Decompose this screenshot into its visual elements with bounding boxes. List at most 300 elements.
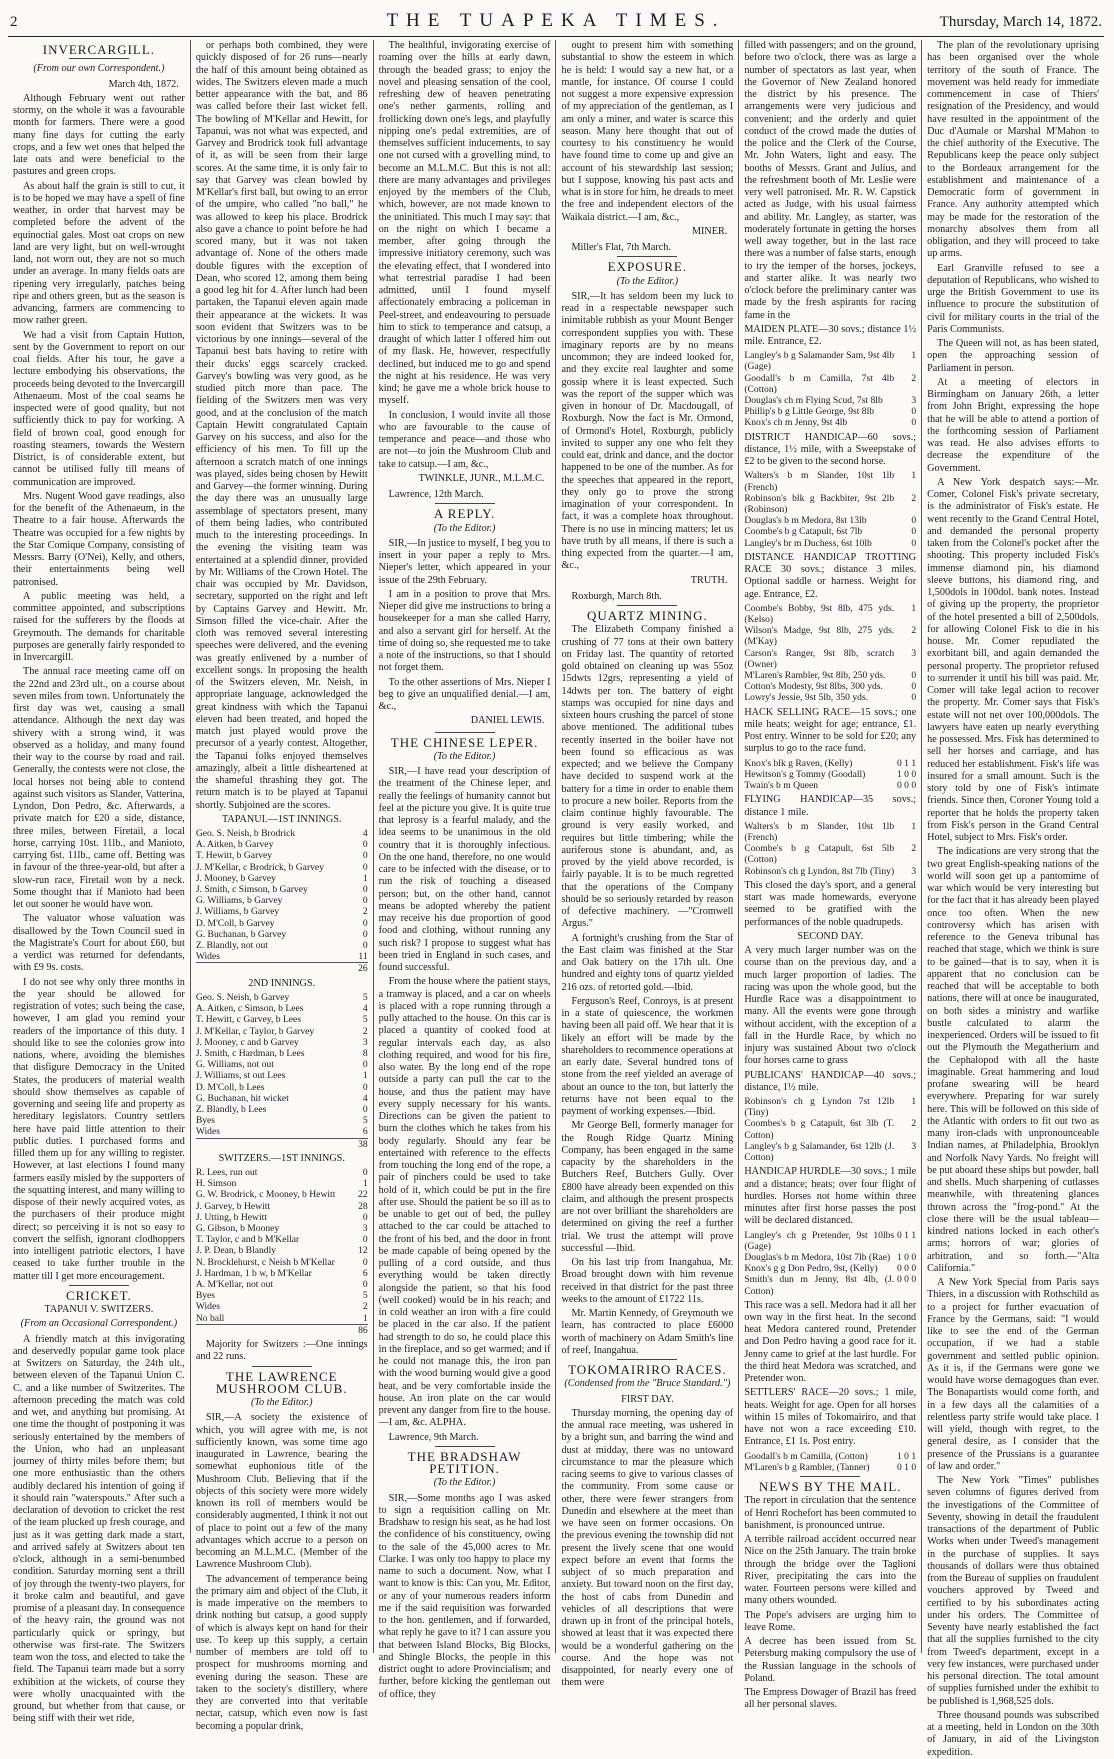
row-label: Twain's b m Queen [744,780,819,792]
total-value: 26 [346,963,368,975]
table-row [196,1037,368,1048]
signature: TRUTH. [690,574,728,586]
paragraph: A friendly match at this invigorating and deservedly popular game took place at Switzers on Saturday, the 24th ult., between eleven of the Tapanui Union C. C. and a like number of Switzerites. The afternoon preceding the match was cold and wet, and anything but promising. At one time the thought of postponing it was seriously entertained by the members of the Union, who had an unpleasant journey of thirty miles before them; but one more enthusiastic than the others audibly declared his intention of going if it should rain "waterspouts." After such a declaration of devotion to cricket the rest of the team plucked up fresh courage, and just as it was getting dark made a start, and arrived safely at Switzers about ten o'clock, although in a semi-benumbed condition. Saturday morning sent a thrill of joy through the twenty-two players, for it broke calm and beautiful, and gave promise of a pleasant day. In consequence of the heavy rain, the ground was not particularly quick or springy, but otherwise was first-rate. The Switzers team won the toss, and elected to take the field. The Tapanui team made but a sorry exhibition at the wickets, of course they were wholly unacquainted with the ground, but whether from that cause, or being stiff with their wet ride, [13,1333,185,1725]
row-value: 1 [362,1070,368,1082]
row-value: 6 [362,1126,368,1138]
dateline: March 4th, 1872. [108,78,179,90]
table-row [196,873,368,884]
row-value: 2 [911,492,917,504]
row-label: Langley's br m Duchess, 6st 10lb [744,537,872,549]
row-value: 22 [358,1189,368,1201]
total-spacer [196,1138,346,1150]
table-row [744,758,916,769]
row-label: Byes [195,1290,216,1302]
table-row [196,918,368,929]
row-value: 0 [911,681,917,693]
row-value: 4 [362,1092,368,1104]
section-subheading: FIRST DAY. [621,1393,674,1405]
table-row [744,526,916,537]
table-row [196,1167,368,1178]
article-heading-bradshaw: THE BRADSHAW PETITION. [407,1448,522,1476]
row-label: J. M'Kellar, c Brodrick, b Garvey [195,861,324,873]
paragraph: A fortnight's crushing from the Star of the East claim was finished at the Star and Oak battery on the 17th ult. One hundred and eighty tons of quartz yielded 216 ozs. of retorted gold.—Ibid. [561,932,734,993]
row-label: G. Gibson, b Mooney [195,1223,280,1234]
race-title: SETTLERS' RACE—20 sovs.; 1 mile, heats. Weight for age. Open for all horses within 15 miles of Tokomairiro, and that have not won a race exceeding £10. Entrance, £1 1s. Post entry. [744,1387,917,1448]
table-row [196,1003,368,1014]
row-value: 1 [911,350,917,362]
divider [69,1285,129,1286]
table-row [196,839,368,850]
row-label: D. M'Coll, b Garvey [195,917,275,929]
total-value: 38 [346,1138,368,1150]
row-label: J. P. Dean, b Blandly [195,1245,277,1257]
table-row [744,515,916,526]
total-spacer [196,1324,346,1336]
paragraph: A very much larger number was on the course than on the previous day, and a much larger proportion of ladies. The racing was upon the whole good, but the Hurdle Race was a disappointment to many. All the events were gone through without accident, with the exception of a fall in the Hurdle Race, by which no injury was sustained About two o'clock four horses came to grass [744,945,917,1067]
paragraph: The report in circulation that the sentence of Henri Rochefort has been commuted to banishment, is pronounced untrue. [744,1495,917,1531]
table-row [196,940,368,951]
table-row [744,470,916,492]
table-row [744,1451,916,1462]
paragraph: To the other assertions of Mrs. Nieper I beg to give an unqualified denial.—I am, &c., [378,676,551,712]
row-value: 0 [362,839,368,851]
row-label: N. Brocklehurst, c Neish b M'Kellar [195,1256,335,1268]
table-row [744,406,916,417]
row-value: 0 [911,406,917,418]
scorecard [196,1167,368,1336]
table-row [744,670,916,681]
row-value: 1 0 0 [896,1251,917,1263]
score-heading: TAPANUI.—1ST INNINGS. [222,813,342,825]
paragraph: Three thousand pounds was subscribed at a meeting, held in London on the 30th of January, in aid of the Livingston expedition. [927,1709,1099,1758]
race-results [744,821,916,877]
table-row [196,1115,368,1126]
table-row [196,1070,368,1081]
row-value: 0 1 1 [896,757,917,769]
row-value: 0 [362,1166,368,1178]
race-title: MAIDEN PLATE—30 sovs.; distance 1½ mile. Entrance, £2. [744,323,917,347]
row-value: 0 [911,537,917,549]
divider [435,732,495,733]
place-date: Lawrence, 9th March. [388,1431,479,1443]
row-label: Langley's b g Salamander Sam, 9st 4lb (Gage) [744,350,895,373]
row-label: Douglas's b m Medora, 8st 13lb [744,515,867,527]
article-heading-exposure: EXPOSURE. [607,259,688,275]
row-label: Robinson's blk g Backbiter, 9st 2lb (Robinson) [744,492,895,516]
row-value: 0 [362,1081,368,1093]
row-value: 5 [362,1115,368,1127]
paragraph: The Empress Dowager of Brazil has freed all her personal slaves. [744,1687,917,1711]
article-source: (From an Occasional Correspondent.) [20,1318,178,1330]
row-label: Coombes's b g Catapult, 6st 3lb (T. Cotton) [744,1118,895,1141]
row-value: 0 0 0 [896,1274,917,1286]
article-heading-invercargill: INVERCARGILL. [42,42,156,57]
paragraph: Majority for Switzers :—One innings and 22 runs. [195,1339,368,1363]
row-value: 3 [911,865,917,877]
table-row [196,1093,368,1104]
race-results [744,1096,916,1163]
table-row [744,395,916,406]
paragraph: SIR,—I have read your description of the treatment of the Chinese leper, and really the feelings of humanity cannot but feel at the picture you give. It is quite true that leprosy is a fearful malady, and the idea seems to be unanimous in the old country that it is thoroughly infectious. On the one hand, therefore, no one would care to be infected with the disease, or to run the risk of touching a diseased person; but, on the other hand, cannot means be adopted whereby the patient may receive his due proportion of good food and clothing, without running any such risk? I propose to suggest what has been tried in England in such cases, and found successful. [378,766,551,973]
article-subheading: TAPANUI V. SWITZERS. [44,1304,154,1315]
row-label: G. W. Brodrick, c Mooney, b Hewitt [195,1189,336,1201]
table-row [196,1082,368,1093]
row-label: Knox's ch m Jenny, 9st 4lb [744,417,848,429]
table-row [744,843,916,865]
row-label: Coombe's Bobby, 9st 8lb, 475 yds. (Kelso) [744,602,895,626]
paragraph: ought to present him with something substantial to show the esteem in which he is held: I would say a new hat, or a mantle, for instance. Of course I could not suggest a more expensive expression of my appreciation of the gentleman, as I am only a miner, and water is scarce this season. Many here thought that out of courtesy to his constituency he would have found time to come up and give an account of his stewardship last session; but I suppose, knowing his past acts and what is in store for him, he dreads to meet the free and independent electors of the Waikaia district.—I am, &c., [561,40,734,223]
row-label: Cotton's Modesty, 9st 8lbs, 300 yds. [744,681,883,693]
paragraph: Ferguson's Reef, Conroys, is at present in a state of quiescence, the workmen having been all paid off. We hear that it is likely an effort will be made by the shareholders to recommence operations at an early date. Several hundred tons of stone from the reef yielded an average of about an ounce to the ton, but latterly the returns have not been equal to the payment of working expenses.—Ibid. [561,995,734,1117]
paragraph: filled with passengers; and on the ground, before two o'clock, there was as large a number of spectators as last year, when the Governor of New Zealand honored the district by his presence. The arrangements were very judicious and convenient; and the orderly and quiet conduct of the crowd made the duties of the police and the Clerk of the Course, Mr. John Waters, light and easy. The booths of Messrs. Grant and Julius, and the refreshment booth of Mr. Leslie were very well patronised. Mr. R. W. Capstick acted as Judge, with his usual fairness and ability. Mr. Langley, as starter, was moderately fortunate in getting the horses well away together, but in the last race there was a number of false starts, enough to try the temper of the horses, jockeys, and starter alike. It was nearly two o'clock before the preliminary canter was made by the fresh aspirants for racing fame in the [744,40,917,321]
row-label: Coombe's b g Catapult, 6st 7lb [744,526,863,538]
table-row [196,1059,368,1070]
row-label: Douglas's b m Medora, 10st 7lb (Rae) [744,1251,891,1263]
row-label: J. Smith, c Hardman, b Lees [195,1047,305,1059]
table-row [744,1263,916,1274]
race-results [744,470,916,548]
row-label: A. Aitken, c Simson, b Lees [195,1003,304,1015]
table-row [196,895,368,906]
table-row [196,1223,368,1234]
row-label: Lowry's Jessie, 9st 5lb, 350 yds. [744,692,869,704]
paragraph: The annual race meeting came off on the 22nd and 23rd ult., on a course about seven miles from town. Unfortunately the first day was wet, causing a small attendance. Although the next day was shivery with a strong wind, it was observed as a holiday, and many found their way to the course by road and rail. Generally, the contests were not close, the local horses not being able to contend against such visitors as Slander, Vatterina, Lyndon, Don Pedro, &c. Afterwards, a private match for £20 a side, distance, three miles, between Firetail, a local horse, carrying 10st. 11lb., and Manioto, carrying 6st. 11lb., came off. Betting was in favour of the three-year-old, but after a slow-run race, Firetail won by a neck. Some thought that if Manioto had been let out sooner he would have won. [13,666,185,910]
table-row [744,648,916,670]
place-date: Roxburgh, March 8th. [571,590,662,602]
article-source: (To the Editor.) [433,750,496,762]
masthead [8,6,1104,37]
paragraph: SIR,—In justice to myself, I beg you to insert in your paper a reply to Mrs. Nieper's letter, which appeared in your issue of the 29th February. [378,537,551,586]
row-value: 2 [911,843,917,855]
column-5 [739,40,922,1711]
place-date: Lawrence, 12th March. [388,489,484,500]
paragraph: The advancement of temperance being the primary aim and object of the Club, it is made imperative on the members to drink nothing but catsup, a good supply of which is always kept on hand for their use. To keep up this supply, a certain number of members are told off to prospect for mushrooms morning and evening during the season. These are taken to the society's distillery, where they are converted into that veritable nectar, catsup, which even now is fast becoming a popular drink, [195,1573,368,1732]
row-value: 1 [911,820,917,832]
paragraph: This race was a sell. Medora had it all her own way in the first heat. In the second heat Medora cantered round, Pretender and Don Pedro having a good race for it. Jenny came to grief at the last hurdle. For the third heat Medora was scratched, and Pretender won. [744,1299,917,1385]
table-row [196,1268,368,1279]
paragraph: We had a visit from Captain Hutton, sent by the Government to report on our coal fields. After his tour, he gave a lecture embodying his observations, the proceeds being devoted to the Invercargill Athenaeum. Most of the coal seams he inspected were of good quality, but not sufficiently thick to pay for working. A field of brown coal, good enough for roasting steamers, towards the Western District, is of considerable extent, but cannot be utilised fully till means of communication are improved. [13,329,185,488]
paragraph: This closed the day's sport, and a general start was made homewards, everyone seemed to be gratified with the performances of the noble quadrupeds. [744,879,917,928]
table-row [196,1313,368,1325]
row-value: 2 [911,372,917,384]
row-label: Wides [195,1301,220,1313]
table-row [196,1257,368,1268]
paragraph: The New York "Times" publishes seven columns of figures derived from the investigations of the Committee of Seventy, showing in detail the fraudulent transactions of the department of Public Works when under Tweed's management in the purchase of supplies. It says thousands of dollars were thus obtained from the Bureau of supplies on fraudulent vouchers approved by Tweed and certified to by his subordinates acting under his orders. The Committee of Seventy have nearly established the fact that all the supplies furnished to the city from Tweed's department, except in a very few instances, were purchased under his personal direction. The total amount of supplies furnished under the exhibit to be published is 1,968,525 dols. [927,1475,1099,1707]
row-label: G. Williams, b Garvey [195,895,283,907]
row-value: 2 [362,1301,368,1313]
table-row [744,821,916,843]
divider [435,503,495,504]
columns [8,40,1104,1758]
table-row [744,493,916,515]
article-source: (To the Editor.) [250,1397,313,1409]
table-row [744,350,916,372]
row-value: 2 [911,625,917,637]
row-value: 2 [911,1118,917,1130]
row-value: 0 [362,1279,368,1291]
paragraph: Earl Granville refused to see a deputation of Republicans, who wished to urge the British Government to use its influence to procure the substitution of civil for military courts in the trial of the Paris Communists. [927,262,1099,335]
row-label: Smith's dun m Jenny, 8st 4lb, (J. Cotton) [744,1274,895,1297]
table-row [196,884,368,895]
row-label: J. Garvey, b Hewitt [195,1200,271,1212]
row-value: 1 [911,602,917,614]
row-label: No ball [195,1312,225,1324]
row-label: Robinson's ch g Lyndon, 8st 7lb (Tiny) [744,865,895,877]
column-6 [922,40,1104,1758]
table-row [196,1189,368,1200]
row-value: 0 [362,1059,368,1071]
row-label: T. Hewitt, c Garvey, b Lees [195,1014,302,1026]
divider [617,256,677,257]
paragraph: A terrible railroad accident occurred near Nice on the 25th January. The train broke through the bridge over the Taglioni River, precipitating the cars into the water. Fourteen persons were killed and many others wounded. [744,1534,917,1607]
row-label: J. Smith, c Simson, b Garvey [195,884,308,896]
table-row [196,1104,368,1115]
row-label: T. Hewitt, b Garvey [195,850,273,862]
article-heading-reply: A REPLY. [433,506,496,522]
paragraph: A decree has been issued from St. Petersburg making compulsory the use of the Russian language in the schools of Poland. [744,1636,917,1684]
table-row [744,373,916,395]
signature: DANIEL LEWIS. [470,715,545,727]
table-row [744,603,916,625]
table-row [196,850,368,861]
article-heading-news-by-mail: NEWS BY THE MAIL. [758,1479,902,1495]
race-results [744,350,916,428]
row-value: 0 [362,861,368,873]
paragraph: From the house where the patient stays, a tramway is placed, and a car on wheels is placed with a rope running through a pully attached to the house. On this car is placed a quantity of cooked food at regular intervals each day, as also clothing required, and wood for his fire, also water. By the long end of the rope outside a party can pull the car to the house, and thus the patient may have every supply necessary for his wants. Directions can be given the patient to burn the clothes which he takes from his body regularly. Should any fear be entertained with reference to the effects from touching the long end of the rope, a pair of pinchers could be used to take hold of it, which could be put in the fire after use. Should the patient be so ill as to be unable to get out of bed, the pulley attached to the car could be attached to the front of his bed, and the door in front be made capable of being opened by the pulling of a cord outside, and thus everything would be taken directly alongside the patient, so that his food (well cooked) would be in his reach; and in cold weather an iron with a fire could be placed in the car also. If the patient had strength to do so, he could place this in the fireplace, and so get warmed; and if he could not manage this, the iron pan with the wood burning would give a good heat, and be very comfortable inside the house. An iron plate on the car would prevent any danger from fire to the house. —I am, &c. ALPHA. [378,976,551,1429]
row-label: Robinson's ch g Lyndon 7st 12lb (Tiny) [744,1096,895,1119]
row-value: 0 [362,1211,368,1223]
row-label: Geo. S. Neish, b Brodrick [195,828,296,839]
race-results [744,758,916,792]
column-1 [8,40,191,1725]
row-label: M'Laren's Rambler, 9st 8lb, 250 yds. [744,670,886,682]
article-heading-tokomairiro-races: TOKOMAIRIRO RACES. [568,1362,727,1377]
table-row [744,1118,916,1140]
row-label: Walters's b m Slander, 10st 1lb (French) [744,470,895,493]
row-value: 1 [911,1096,917,1108]
race-title: PUBLICANS' HANDICAP—40 sovs.; distance, 1½ mile. [744,1069,917,1093]
row-value: 1 [362,1178,368,1190]
row-value: 2 [362,1025,368,1037]
total-row [196,963,368,975]
row-value: 1 [362,872,368,884]
paragraph: Mr George Bell, formerly manager for the Rough Ridge Quartz Mining Company, has been engaged in the same capacity by the shareholders in the Butchers Reef, Butchers Gully. Over £800 have already been expended on this claim, and although the present prospects are not over brilliant the shareholders are determined on giving the reef a further trial. We trust the attempt will prove successful —Ibid. [561,1120,734,1254]
section-subheading: SECOND DAY. [797,930,864,942]
row-label: A. M'Kellar, not out [195,1279,274,1291]
row-label: Byes [195,1115,216,1127]
row-label: J. Williams, st out Lees [195,1070,286,1082]
total-value: 86 [346,1324,368,1336]
divider [435,1446,495,1447]
row-label: G. Buchanan, hit wicket [195,1092,289,1104]
race-title: DISTRICT HANDICAP—60 sovs.; distance, 1½ mile, with a Sweepstake of £2 to be given to the second horse. [744,431,917,468]
row-label: G. Buchanan, b Garvey [195,928,287,940]
paragraph: A New York Special from Paris says Thiers, in a discussion with Rothschild as to a project for further evacuation of France by the Germans, said: "I would like to see the end of the German occupation, if we had a stable government and settled public opinion. As it is, if the Germans were gone we would have worse demagogues than ever. The Bonapartists would come forth, and in a few days all the calamities of a relentless party strife would take place. I will yield, though with regret, to the general desire, as I consider that the presence of the Prussians is a guarantee of law and order." [927,1277,1099,1472]
row-label: J. Mooney, c and b Garvey [195,1036,299,1048]
table-row [196,1212,368,1223]
newspaper-title: THE TUAPEKA TIMES. [386,10,726,31]
place-date: Miller's Flat, 7th March. [571,242,671,253]
row-value: 1 [911,470,917,482]
row-value: 12 [358,1245,368,1257]
row-label: Wilson's Madge, 9st 8lb, 275 yds. (M'Kay) [744,625,895,648]
row-value: 5 [362,1290,368,1302]
row-label: Goodall's b m Camilla, (Cotton) [744,1450,868,1462]
row-value: 3 [362,1036,368,1048]
table-row [744,1252,916,1263]
row-value: 11 [358,951,368,963]
article-source: (Condensed from the "Bruce Standard.") [564,1378,731,1390]
paragraph: Mr. Martin Kennedy, of Greymouth we learn, has contracted to place £6000 worth of machinery on Adam Smith's line of reef, Inangahua. [561,1308,734,1356]
row-value: 0 [911,417,917,429]
row-value: 0 [911,515,917,527]
row-value: 0 [362,884,368,896]
row-label: J. Mooney, b Garvey [195,872,276,884]
race-results [744,1451,916,1473]
row-label: M'Laren's b g Rambler, (Tanner) [744,1461,870,1473]
scorecard [196,828,368,975]
paragraph: I am in a position to prove that Mrs. Nieper did give me instructions to bring a housekeeper for a man she called Harry, and also a servant girl for herself. At the time of doing so, she requested me to take a note of the instructions, so that I should not forget them. [378,588,551,674]
row-value: 0 [362,850,368,862]
article-source: (From our own Correspondent.) [33,63,165,75]
row-label: Goodall's b m Camilla, 7st 4lb (Cotton) [744,372,895,395]
divider [252,1366,312,1367]
race-results [744,1230,916,1297]
table-row [196,1279,368,1290]
row-label: Knox's blk g Raven, (Kelly) [744,757,853,769]
table-row [744,625,916,647]
row-value: 8 [362,1047,368,1059]
paragraph: I do not see why only three months in the year should be allowed for registration of votes; such being the case, however, I am glad you remind your readers of the importance of this duty. I should like to see the colonies grow into nations, where, avoiding the blemishes that disfigure Democracy in the United States, the producers of material wealth should show themselves as capable of governing and seeing life and property as hereditary legislators. Country settlers here have paid little attention to their public duties. I purchased forms and filled them up for any willing to register. However, at last elections I found many farmers easily misled by the supporters of the squatting interest, and many willing to dispose of their newly acquired votes, as the purchasers of their produce might direct; so perceiving it is not so easy to convert the selfish, ignorant clodhoppers into intelligent patriotic electors, I have ceased to take further trouble in the matter till I get more encouragement. [13,976,185,1282]
paragraph: A public meeting was held, a committee appointed, and subscriptions raised for the sufferers by the floods at Greymouth. The demands for charitable purposes are generally fairly responded to in Invercargill. [13,590,185,663]
race-title: DISTANCE HANDICAP TROTTING RACE 30 sovs.; distance 3 miles. Optional saddle or harness. Weight for age. Entrance, £2. [744,551,917,600]
row-value: 1 [362,1312,368,1324]
table-row [744,681,916,692]
page-number: 2 [10,14,18,30]
row-label: Hewitson's g Tommy (Goodall) [744,768,866,780]
row-value: 0 0 0 [896,780,917,792]
table-row [196,1290,368,1301]
row-label: T. Taylor, c and b M'Kellar [195,1234,300,1246]
row-value: 1 0 0 [896,768,917,780]
row-value: 0 [362,917,368,929]
divider [800,1476,860,1477]
paragraph: As about half the grain is still to cut, it is to be hoped we may have a spell of fine weather, in order that harvest may be completed before the advent of the equinoctial gales. Most oat crops on new land are very light, but on well-wrought land, not worn out, they are not so much under an average. In many fields oats are ripening very irregularly, patches being ripe and others green, but as the season is advancing, farmers are commencing to mow rather green. [13,180,185,327]
paragraph: Thursday morning, the opening day of the annual race meeting, was ushered in by a bright sun, and barring the wind and dust at midday, there was no untoward circumstance to mar the pleasure which racing seems to give to various classes of the community. From some cause or other, there were fewer strangers from Dunedin and elsewhere at the meet than we have seen on former occasions. On the previous evening the township did not present the lively scene that one would expect before an event that forms the subject of so much preparation and anxiety. But toward noon on the first day, the host of cabs from Dunedin and vehicles of all descriptions that were drawn up in front of the principal hotels, showed at least that it was expected there would be a wonderful gathering on the course. And the hope was not disappointed, for nearly every one of them were [561,1407,734,1689]
row-value: 4 [362,828,368,839]
table-row [196,1301,368,1312]
paragraph: Mrs. Nugent Wood gave readings, also for the benefit of the Athenaeum, in the Theatre to a fair house. Afterwards the Theatre was occupied for a few nights by the Star Comique Company, consisting of Messrs. Barry (O'Nei), Kelly, and others, their entertainments being well patronised. [13,490,185,588]
row-label: H. Simson [195,1178,237,1190]
row-value: 0 [911,526,917,538]
row-value: 0 1 0 [896,1461,917,1473]
paragraph: The healthful, invigorating exercise of roaming over the hills at early dawn, through the beaded grass; to enjoy the novel and pleasing sensation of the cool, refreshing dew of heaven penetrating one's nether garments, rolling and frollicking down one's legs, and playfully nipping one's pedal extremities, are of themselves sufficient inducements, to say one not cursed with a grovelling mind, to become an M.L.M.C. But this is not all: there are many advantages and privileges enjoyed by the members of the Club, which, however, are not made known to the uninitiated. This much I may say: that on the night on which I became a member, after going through the impressive initiatory ceremony, such was the elevating effect, that I wondered into what terrestrial paradise I had been admitted, until I found myself affectionately embracing a policeman in Peel-street, and endeavouring to persuade him to stick to temperance and catsup, a draught of which latter I offered him out of my flask. He, however, respectfully declined, but induced me to go and spend the night at his residence. He was very kind; he gave me a whole brick house to myself. [378,40,551,407]
table-row [196,992,368,1003]
row-value: 5 [362,991,368,1003]
row-value: 0 [362,1234,368,1246]
row-label: J. M'Kellar, c Taylor, b Garvey [195,1025,315,1037]
row-value: 6 [362,1267,368,1279]
table-row [196,1014,368,1025]
score-heading: 2ND INNINGS. [248,977,316,989]
total-row [196,1324,368,1336]
row-value: 0 1 1 [896,1229,917,1241]
table-row [744,538,916,549]
table-row [744,780,916,791]
article-source: (To the Editor.) [433,1477,496,1489]
row-value: 3 [911,647,917,659]
table-row [196,1245,368,1256]
row-label: Geo. S. Neish, b Garvey [195,991,290,1003]
row-label: Z. Blandly, not out [195,940,268,952]
total-row [196,1138,368,1150]
paragraph: SIR,—It has seldom been my luck to read in a respectable newspaper such inimitable rubbish as your Mount Benger correspondent supplies you with. These imaginary reports are by no means uncommon; they are indeed looked for, and they excite real laughter and some gossip where it is least expected. Such was the report of the supper which was given in honour of Dr. Macdougall, of Roxburgh. Now the fact is Mr. Ormond, of Ormond's Hotel, Roxburgh, publicly invited to supper any one who felt they could eat, drink and dance, and the doctor happened to be one of the number. As for the speeches that appeared in the report, they only go to prove the strong imagination of your correspondent. In fact, it was a complete hoax throughout. There is no use in mincing matters; let us have truth by all means, if there is such a thing expected from the quarter.—I am, &c., [561,290,734,572]
paragraph: or perhaps both combined, they were quickly disposed of for 26 runs—nearly the half of this amount being obtained as wides. The Switzers eleven made a much better appearance with the bat, and 86 was called before their last wicket fell. The bowling of M'Kellar and Hewitt, for Tapanui, was not what was expected, and Garvey and Brodrick took full advantage of it, as will be seen from their large scores. At the same time, it is only fair to say that Garvey was clean bowled by M'Kellar's first ball, but owing to an error of the umpire, who called "no ball," he was allowed to keep his place. Brodrick also gave a chance to point before he had scored many, but it was not taken advantage of. None of the others made double figures with the exception of Dean, who scored 12, among them being a good leg hit for 4. After lunch had been partaken, the Tapanui eleven again made their appearance at the wickets. It was soon evident that Switzers was to be victorious by one innings—several of the Tapanui best bats having to retire with their ducks' eggs scarcely cracked. Garvey's bowling was very good, as he studied pitch more than pace. The fielding of the Switzers men was very good, and at the conclusion of the match Captain Hewitt congratulated Captain Garvey on his success, and also for the efficiency of his men. To fill up the afternoon a scratch match of one innings was played, sides being chosen by Hewitt and Garvey—the former winning. During the day there was an unusually large assemblage of spectators present, many of them being ladies, who contributed much to the interesting proceedings. In the evening the visiting team was entertained at a splendid dinner, provided by Mr. Williams of the Crown Hotel. The chair was occupied by Mr. Davidson, secretary, supported on the right and left by Captains Garvey and Hewitt. Mr. Simson filled the vice-chair. After the cloth was removed several interesting speeches were delivered, and the evening was greatly enlivened by a number of excellent songs. In proposing the health of the Switzers eleven, Mr. Neish, in appropriate language, acknowledged the great kindness with which the Tapanui eleven had been treated, and hoped the match just played would prove the precursor of a yearly contest. Altogether, the Tapanui folks enjoyed themselves amazingly, albeit a little disheartened at the shameful thrashing they got. The return match is to be played at Tapanui shortly. Subjoined are the scores. [195,40,368,811]
race-title: HACK SELLING RACE—15 sovs.; one mile heats; weight for age; entrance, £1. Post entry. Winner to be sold for £20; any surplus to go to the race fund. [744,706,917,755]
row-label: Wides [195,951,220,963]
paragraph: SIR,—Some months ago I was asked to sign a requisition calling on Mr. Bradshaw to resign his seat, as he had lost the confidence of his constituency, owing to the sale of the 45,000 acres to Mr. Clarke. I was only too happy to place my name to such a document. Now, what I want to know is this: Can you, Mr. Editor, or any of your numerous readers inform me if the said requisition was forwarded to the hon. gentlemen, and if forwarded, what reply he gave to it? I can assure you that between Island Blocks, Big Blocks, and Shingle Blocks, the people in this district ought to adore Provincialism; and further, before kicking the gentleman out of office, they [378,1492,551,1700]
table-row [196,1201,368,1212]
divider [617,1359,677,1360]
paragraph: The plan of the revolutionary uprising has been organised over the whole territory of the south of France. The movement was held ready for immediate commencement in case of Thiers' resignation of the Presidency, and would have resulted in the appointment of the Duc d'Aumale or Marshal M'Mahon to the chief authority of the Executive. The Republicans keep the peace only subject to the Bordeaux arrangement for the establishment and maintenance of a Democratic form of government in France. Any authority attempted which may be made for the restoration of the monarchy absolves them from all obligation, and they will proceed to take up arms. [927,40,1099,260]
table-row [196,1048,368,1059]
row-label: Coombe's b g Catapult, 6st 5lb (Cotton) [744,843,895,866]
table-row [744,1096,916,1118]
row-value: 3 [362,1223,368,1234]
article-heading-chinese-leper: THE CHINESE LEPER. [390,734,539,750]
article-heading-cricket: CRICKET. [65,1287,132,1303]
column-3 [374,40,557,1700]
paragraph: In conclusion, I would invite all those who are favourable to the cause of temperance and peace—and those who are not—to join the Mushroom Club and take to catsup.—I am, &c., [378,409,551,470]
row-label: A. Aitken, b Garvey [195,839,274,851]
row-value: 0 [362,940,368,952]
paragraph: A New York despatch says:—Mr. Comer, Colonel Fisk's private secretary, is the administrator of Fisk's estate. He went recently to the Grand Central Hotel, and demanded the personal property taken from the Colonel's pocket after the shooting. This property included Fisk's immense diamond pin, his diamond sleeve buttons, his diamond ring, and 1,500dols in 100dol. bank notes. Instead of giving up the property, the proprietor of the hotel presented a bill of 2,500dols. for allowing Colonel Fisk to die in his house. Mr. Comer repudiated the exorbitant bill, and again demanded the personal property. The proprietor refused to surrender it until his bill was paid. Mr. Comer will take legal action to recover the property. Mr. Comer says that Fisk's estate will not net over 100,000dols. The lawyers have eaten up nearly everything he possessed. Mrs. Fisk has determined to sell her horses and carriage, and has reduced her establishment. Fisk's life was insured for a small amount. Such is the story told by one of Fisk's intimate friends. Since then, Coroner Young told a reporter that he holds the property taken from Fisk's person in the Grand Central Hotel, subject to Mrs. Fisk's order. [927,476,1099,843]
paragraph: The Pope's advisers are urging him to leave Rome. [744,1609,917,1633]
row-label: Phillip's b g Little George, 9st 8lb [744,406,875,418]
row-label: Langley's b g Salamander, 6st 12lb (J. Cotton) [744,1140,895,1164]
column-4 [556,40,739,1689]
row-value: 0 [911,692,917,704]
paragraph: The Queen will not, as has been stated, open the approaching session of Parliament in person. [927,338,1099,374]
row-value: 3 [911,1140,917,1152]
paragraph: Although February went out rather stormy, on the whole it was a favourable month for farmers. There were a good many fine days for cutting the early crops, and a few wet ones that helped the late oats and were beneficial to the pastures and green crops. [13,92,185,178]
table-row [744,692,916,703]
paragraph: At a meeting of electors in Birmingham on January 26th, a letter from John Bright, expressing the hope that he will be able to attend a portion of the forthcoming session of Parliament was read. He also advises efforts to decrease the expenditure of the Government. [927,376,1099,474]
issue-date: Thursday, March 14, 1872. [939,14,1102,30]
divider [617,605,677,606]
row-label: R. Lees, run out [195,1166,258,1178]
row-value: 1 0 1 [896,1450,917,1462]
table-row [744,1230,916,1252]
table-row [744,866,916,877]
paragraph: SIR,—A society the existence of which, you will agree with me, is not sufficiently known, was some time ago inaugurated in Lawrence, bearing the somewhat euphonious title of the Mushroom Club. Believing that if the objects of this society were more widely known its roll of members would be considerably augmented, I think it not out of place to point out a few of the many advantages which accrue to a person on becoming an M.L.M.C. (Member of the Lawrence Mushroom Club). [195,1412,368,1571]
score-heading: SWITZERS.—1ST INNINGS. [218,1152,345,1164]
table-row [744,1462,916,1473]
article-source: (To the Editor.) [433,522,496,534]
scorecard [196,992,368,1150]
row-value: 0 [362,1103,368,1115]
signature: MINER. [691,225,728,237]
row-label: Carson's Ranger, 9st 8lb, scratch (Owner) [744,647,895,670]
row-label: J. Williams, b Garvey [195,906,280,918]
race-title: FLYING HANDICAP—35 sovs.; distance 1 mile. [744,794,917,818]
signature: TWINKLE, JUNR., M.L.M.C. [418,472,545,484]
race-title: HANDICAP HURDLE—30 sovs.; 1 mile and a distance; heats; over four flight of hurdles. Horses not home within three minutes after first horse passes the post will be declared distanced. [744,1166,917,1227]
row-label: D. M'Coll, b Lees [195,1081,265,1093]
row-label: Knox's g g Don Pedro, 9st, (Kelly) [744,1263,878,1275]
paragraph: The Elizabeth Company finished a crushing of 77 tons at their own battery on Friday last. The quantity of retorted gold obtained on cleaning up was 55oz 15dwts 12grs, representing a yield of 14dwts per ton. The battery of eight stamps was occupied for nine days and sixteen hours crushing the parcel of stone above mentioned. The additional tubes recently inserted in the boiler have not been found so efficacious as was expected; and we believe the Company have decided to suspend work at the battery for a time in order to enable them to procure a new boiler. Reports from the claim continue highly favourable. The ground is very easily worked, and requires but little timbering; while the auriferous stone is abundant, and, as proved by the yield above recorded, is fairly payable. It is to be much regretted that the operations of the Company should be so seriously retarded by reason of defective machinery. —"Cromwell Argus." [561,624,734,930]
article-source: (To the Editor.) [616,275,679,287]
